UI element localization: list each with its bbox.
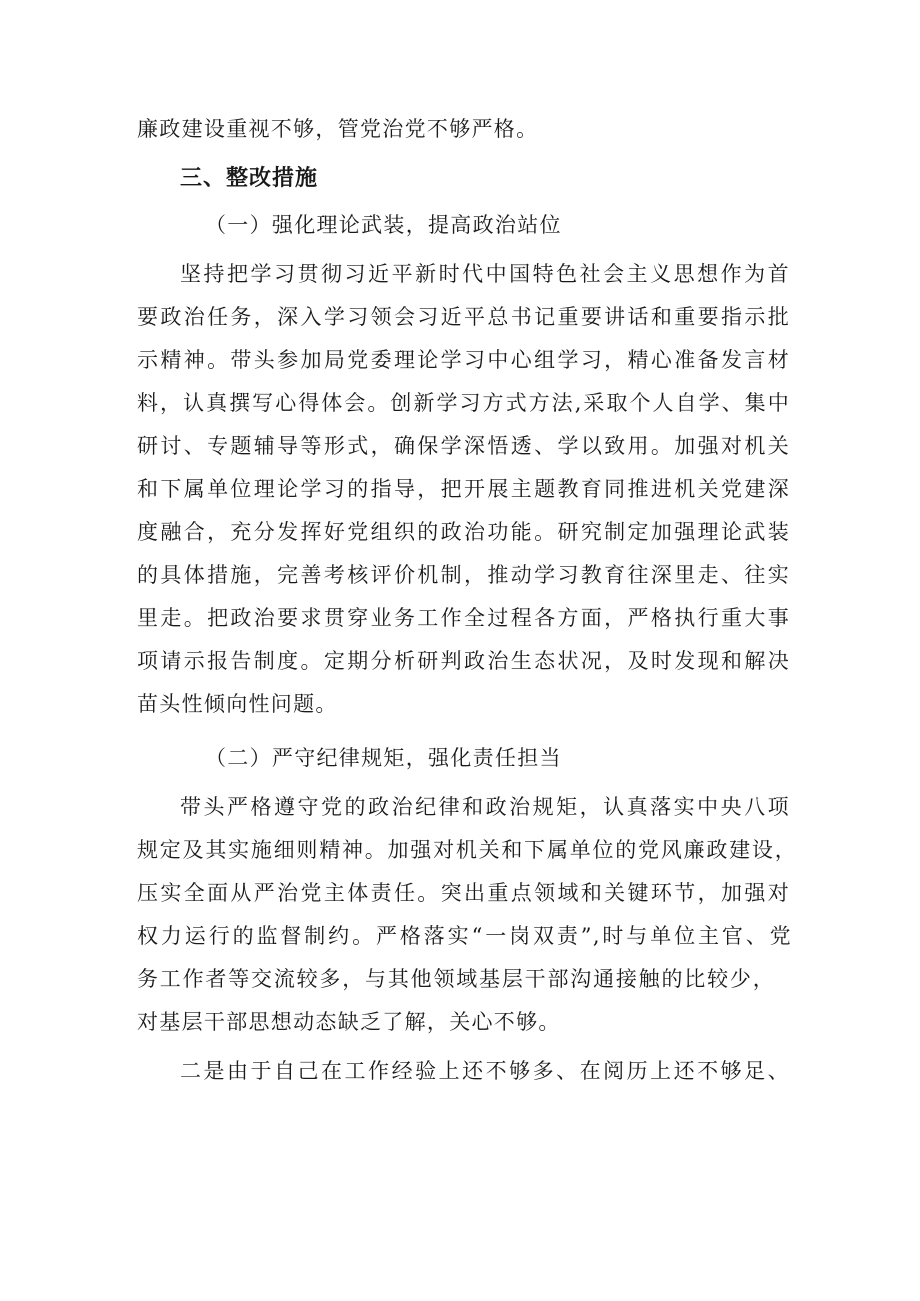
paragraph-line: 里走。把政治要求贯穿业务工作全过程各方面，严格执行重大事: [137, 606, 790, 630]
paragraph-line: 项请示报告制度。定期分析研判政治生态状况，及时发现和解决: [137, 649, 790, 673]
paragraph-line: 研讨、专题辅导等形式，确保学深悟透、学以致用。加强对机关: [137, 434, 790, 458]
paragraph-line: 料，认真撰写心得体会。创新学习方式方法,采取个人自学、集中: [137, 391, 790, 415]
paragraph-line: 带头严格遵守党的政治纪律和政治规矩，认真落实中央八项: [180, 795, 790, 819]
paragraph-line: 规定及其实施细则精神。加强对机关和下属单位的党风廉政建设，: [137, 838, 797, 862]
paragraph-line: 和下属单位理论学习的指导，把开展主题教育同推进机关党建深: [137, 477, 790, 501]
paragraph-line: 坚持把学习贯彻习近平新时代中国特色社会主义思想作为首: [180, 262, 790, 286]
paragraph-line: 二是由于自己在工作经验上还不够多、在阅历上还不够足、: [180, 1059, 790, 1083]
paragraph-line: 对基层干部思想动态缺乏了解，关心不够。: [137, 1010, 561, 1034]
paragraph-line: 苗头性倾向性问题。: [137, 692, 338, 716]
paragraph-line: 度融合，充分发挥好党组织的政治功能。研究制定加强理论武装: [137, 520, 790, 544]
paragraph-line: 要政治任务，深入学习领会习近平总书记重要讲话和重要指示批: [137, 305, 790, 329]
paragraph-line: 廉政建设重视不够，管党治党不够严格。: [137, 117, 539, 141]
paragraph-line: 的具体措施，完善考核评价机制，推动学习教育往深里走、往实: [137, 563, 790, 587]
section-heading: 三、整改措施: [180, 166, 319, 191]
paragraph-line: 务工作者等交流较多，与其他领域基层干部沟通接触的比较少，: [137, 967, 775, 991]
paragraph-line: 权力运行的监督制约。严格落实“一岗双责”,时与单位主官、党: [137, 924, 792, 948]
subsection-heading: （二）严守纪律规矩，强化责任担当: [205, 746, 562, 770]
subsection-heading: （一）强化理论武装，提高政治站位: [205, 213, 562, 237]
paragraph-line: 压实全面从严治党主体责任。突出重点领域和关键环节，加强对: [137, 881, 790, 905]
paragraph-line: 示精神。带头参加局党委理论学习中心组学习，精心准备发言材: [137, 348, 790, 372]
